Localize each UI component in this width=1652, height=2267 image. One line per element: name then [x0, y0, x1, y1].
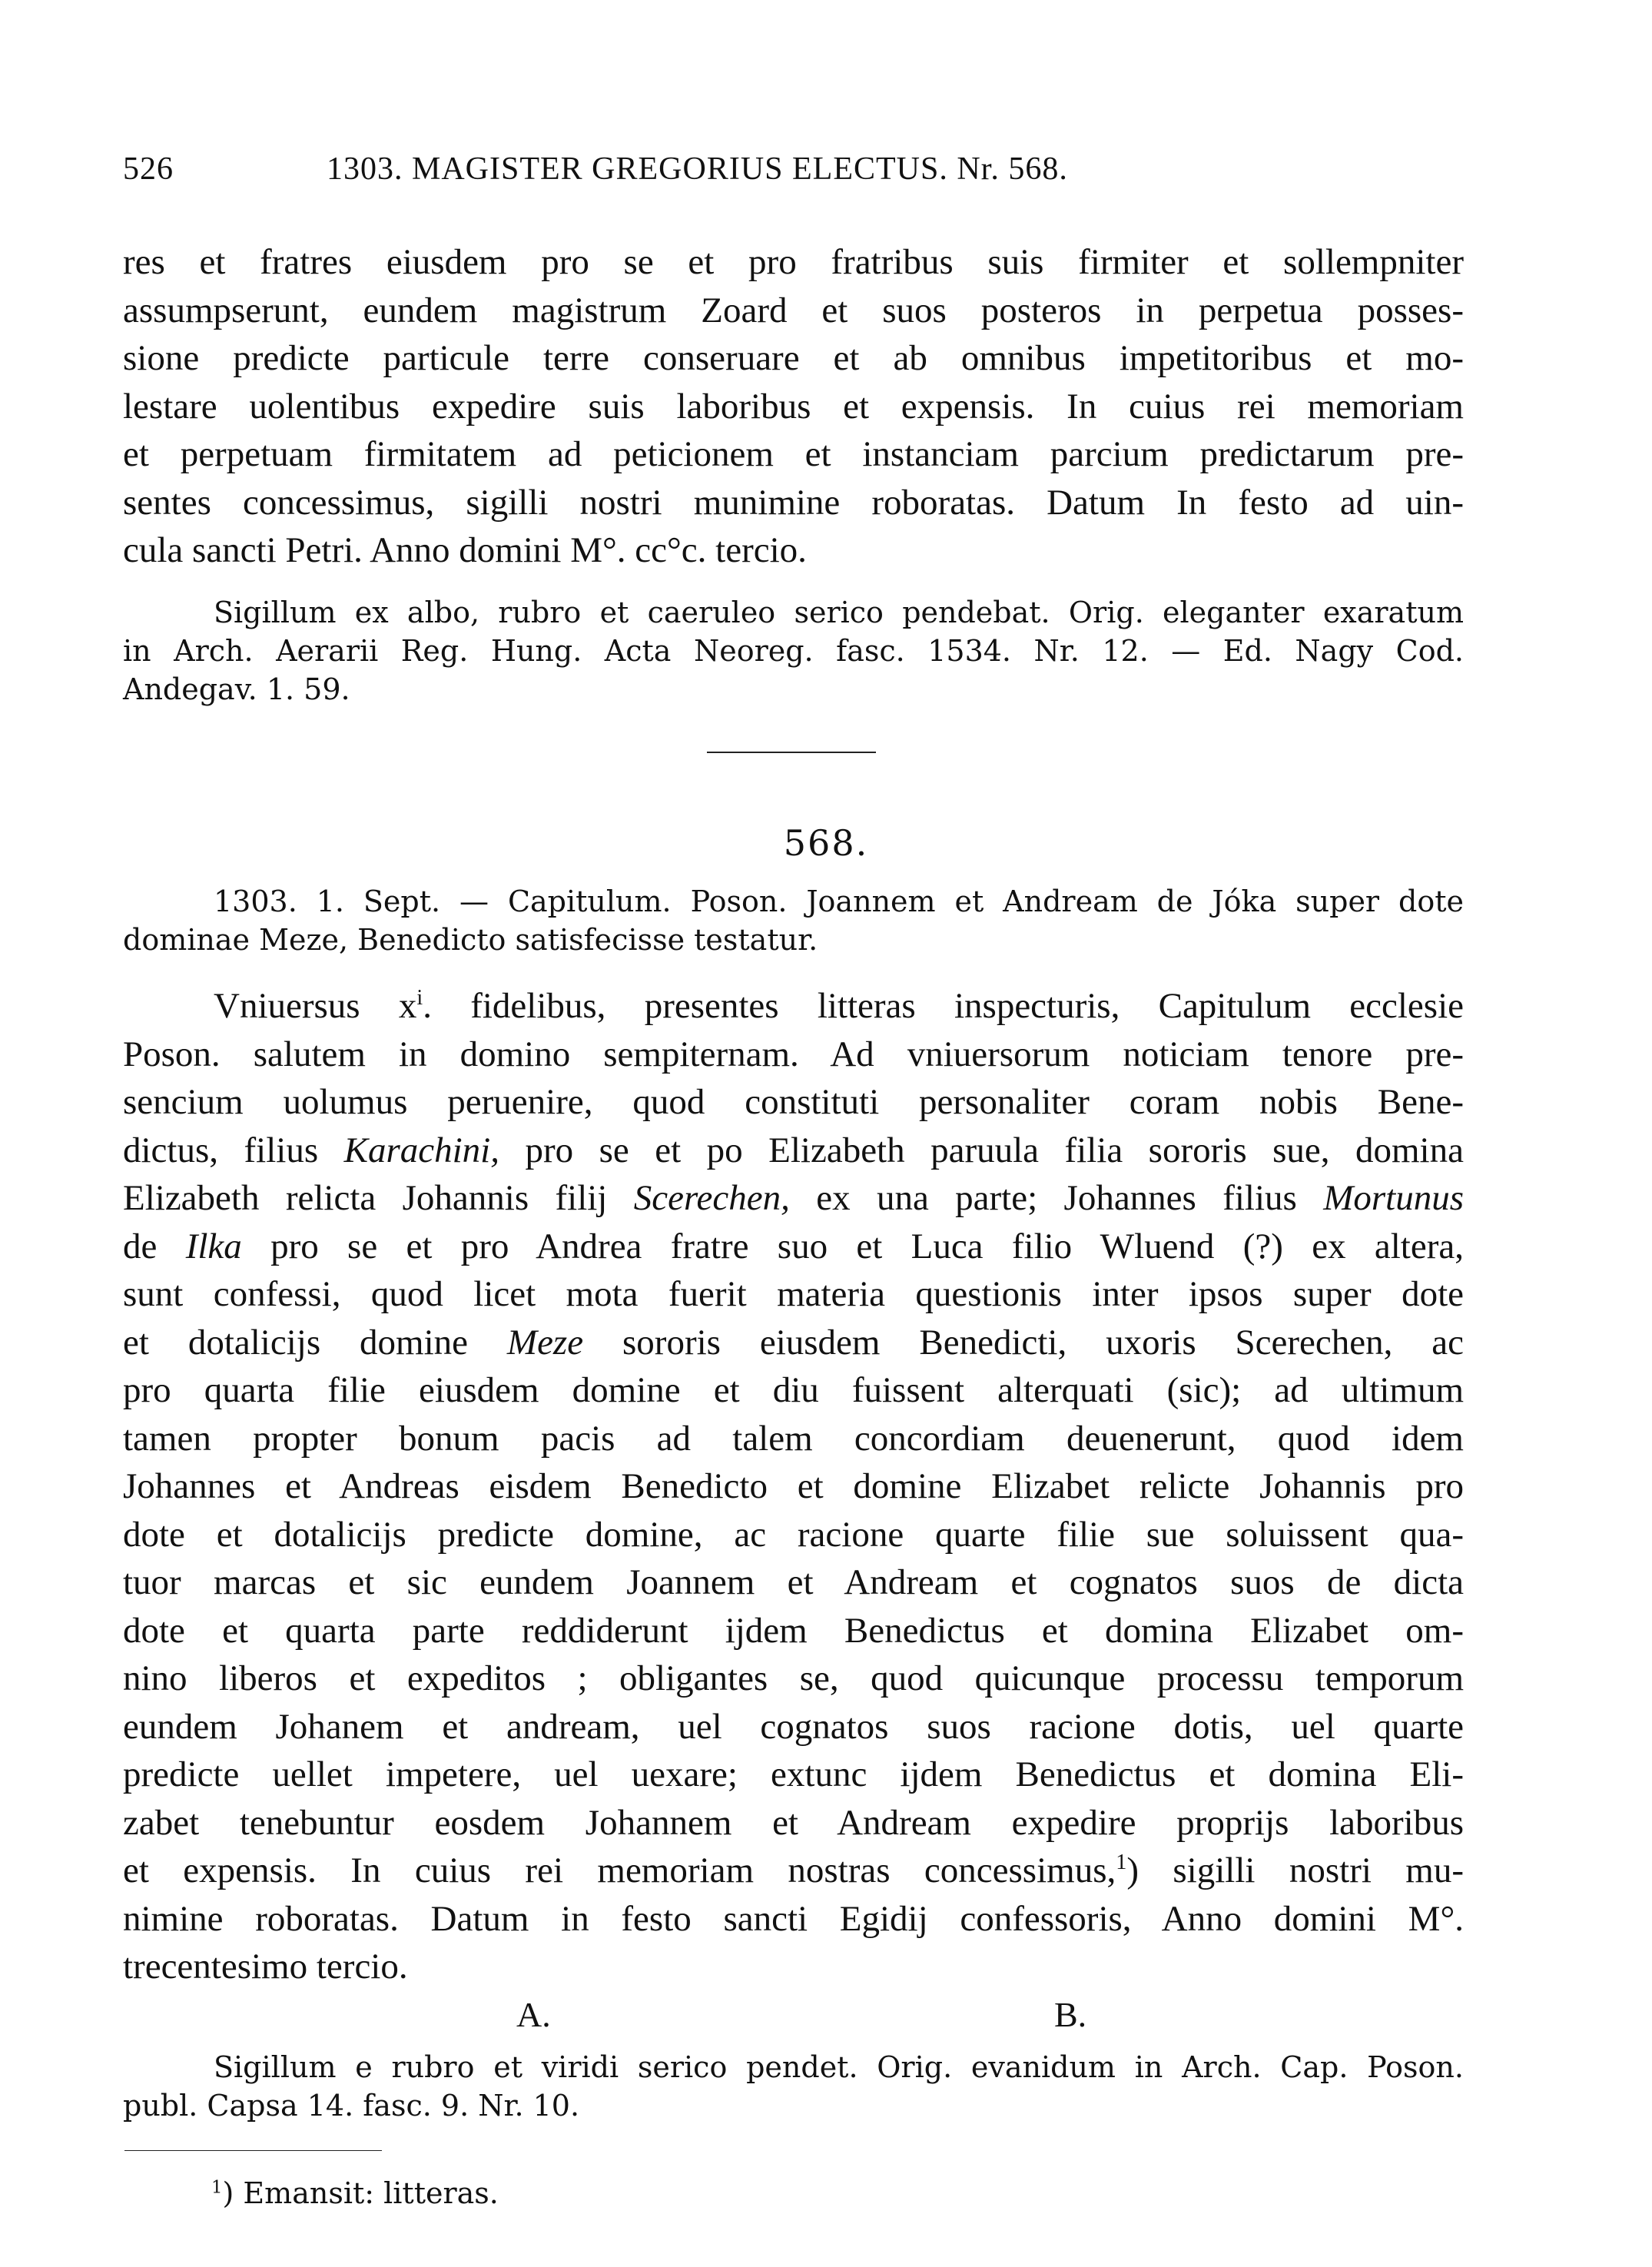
text-line: sunt confessi, quod licet mota fuerit materia questionis inter ipsos super dote [123, 1274, 1464, 1314]
running-title: 1303. MAGISTER GREGORIUS ELECTUS. Nr. 568. [327, 151, 1068, 187]
text-line: et expensis. In cuius rei memoriam nostras concessimus,$^1$) sigilli nostri mu- [123, 1850, 1465, 1890]
text-line: de Ilka pro se et pro Andrea fratre suo et Luca filio Wluend (?) ex altera, [123, 1226, 1464, 1266]
text-line: nino liberos et expeditos ; obligantes se, quod quicunque processu temporum [123, 1658, 1464, 1698]
text-line: cula sancti Petri. Anno domini M°. cc°c. tercio. [123, 530, 807, 570]
place-name: Ilka [185, 1226, 242, 1266]
document-summary [123, 882, 1464, 959]
note-line: Sigillum ex albo, rubro et caeruleo serico pendebat. Orig. eleganter exaratum [214, 596, 1464, 629]
page-number: 526 [123, 151, 174, 187]
footnote-marker: 1 [1116, 1850, 1127, 1875]
footnote-separator [124, 2150, 382, 2151]
note-line: publ. Capsa 14. fasc. 9. Nr. 10. [123, 2089, 580, 2123]
signature-b: B. [1054, 1995, 1087, 2034]
note-line: Sigillum e rubro et viridi serico pendet. Orig. evanidum in Arch. Cap. Poson. [214, 2050, 1464, 2084]
text-line: sentes concessimus, sigilli nostri munimine roboratas. Datum In festo ad uin- [123, 482, 1464, 523]
footnote: $^1$) Emansit: litteras. [211, 2176, 499, 2210]
text-line: nimine roboratas. Datum in festo sancti Egidij confessoris, Anno domini M°. [123, 1898, 1464, 1939]
running-head [123, 151, 1468, 197]
text-line: predicte uellet impetere, uel uexare; extunc ijdem Benedictus et domina Eli- [123, 1754, 1464, 1794]
text-line: trecentesimo tercio. [123, 1947, 408, 1987]
person-name: Mortunus [1323, 1178, 1464, 1218]
text-line: eundem Johanem et andream, uel cognatos suos racione dotis, uel quarte [123, 1706, 1464, 1747]
text-line: Elizabeth relicta Johannis filij Scerechen, ex una parte; Johannes filius Mortunus [123, 1178, 1464, 1218]
text-line: res et fratres eiusdem pro se et pro fratribus suis firmiter et sollempniter [123, 242, 1464, 282]
prev-document-note [123, 593, 1464, 709]
signature-a: A. [516, 1995, 551, 2034]
text-line: dote et quarta parte reddiderunt ijdem Benedictus et domina Elizabet om- [123, 1610, 1464, 1651]
text-line: sencium uolumus peruenire, quod constituti personaliter coram nobis Bene- [123, 1082, 1464, 1122]
text-line: et perpetuam firmitatem ad peticionem et instanciam parcium predictarum pre- [123, 434, 1464, 474]
text-line: dote et dotalicijs predicte domine, ac racione quarte filie sue soluissent qua- [123, 1514, 1464, 1555]
text-line: dictus, filius Karachini, pro se et po Elizabeth paruula filia sororis sue, domina [123, 1130, 1464, 1170]
person-name: Meze [506, 1322, 584, 1363]
person-name: Karachini, [343, 1130, 499, 1170]
summary-line: 1303. 1. Sept. — Capitulum. Poson. Joannem et Andream de Jóka super dote [214, 885, 1464, 918]
prev-document-text [123, 238, 1464, 575]
text-line: zabet tenebuntur eosdem Johannem et Andream expedire proprijs laboribus [123, 1802, 1464, 1843]
text-line: lestare uolentibus expedire suis laboribus et expensis. In cuius rei memoriam [123, 386, 1464, 427]
document-number: 568. [783, 822, 869, 864]
text-line: assumpserunt, eundem magistrum Zoard et suos posteros in perpetua posses- [123, 290, 1464, 330]
note-line: Andegav. 1. 59. [123, 672, 350, 706]
person-name: Scerechen, [633, 1178, 790, 1218]
text-line: sione predicte particule terre conseruare et ab omnibus impetitoribus et mo- [123, 338, 1464, 378]
document-text [123, 982, 1464, 1991]
footnote-marker: 1 [211, 2177, 223, 2198]
text-line: Poson. salutem in domino sempiternam. Ad vniuersorum noticiam tenore pre- [123, 1034, 1464, 1074]
text-line: Johannes et Andreas eisdem Benedicto et domine Elizabet relicte Johannis pro [123, 1466, 1464, 1506]
text-line: Vniuersus $x^i$. fidelibus, presentes litteras inspecturis, Capitulum ecclesie [214, 986, 1465, 1026]
text-line: pro quarta filie eiusdem domine et diu fuissent alterquati (sic); ad ultimum [123, 1370, 1464, 1410]
text-line: tuor marcas et sic eundem Joannem et Andream et cognatos suos de dicta [123, 1562, 1464, 1602]
summary-line: dominae Meze, Benedicto satisfecisse testatur. [123, 923, 818, 957]
text-line: et dotalicijs domine Meze sororis eiusdem Benedicti, uxoris Scerechen, ac [123, 1322, 1465, 1363]
section-separator [707, 752, 876, 753]
text-line: tamen propter bonum pacis ad talem concordiam deuenerunt, quod idem [123, 1418, 1464, 1459]
document-note [123, 2048, 1464, 2125]
note-line: in Arch. Aerarii Reg. Hung. Acta Neoreg. fasc. 1534. Nr. 12. — Ed. Nagy Cod. [123, 634, 1464, 668]
